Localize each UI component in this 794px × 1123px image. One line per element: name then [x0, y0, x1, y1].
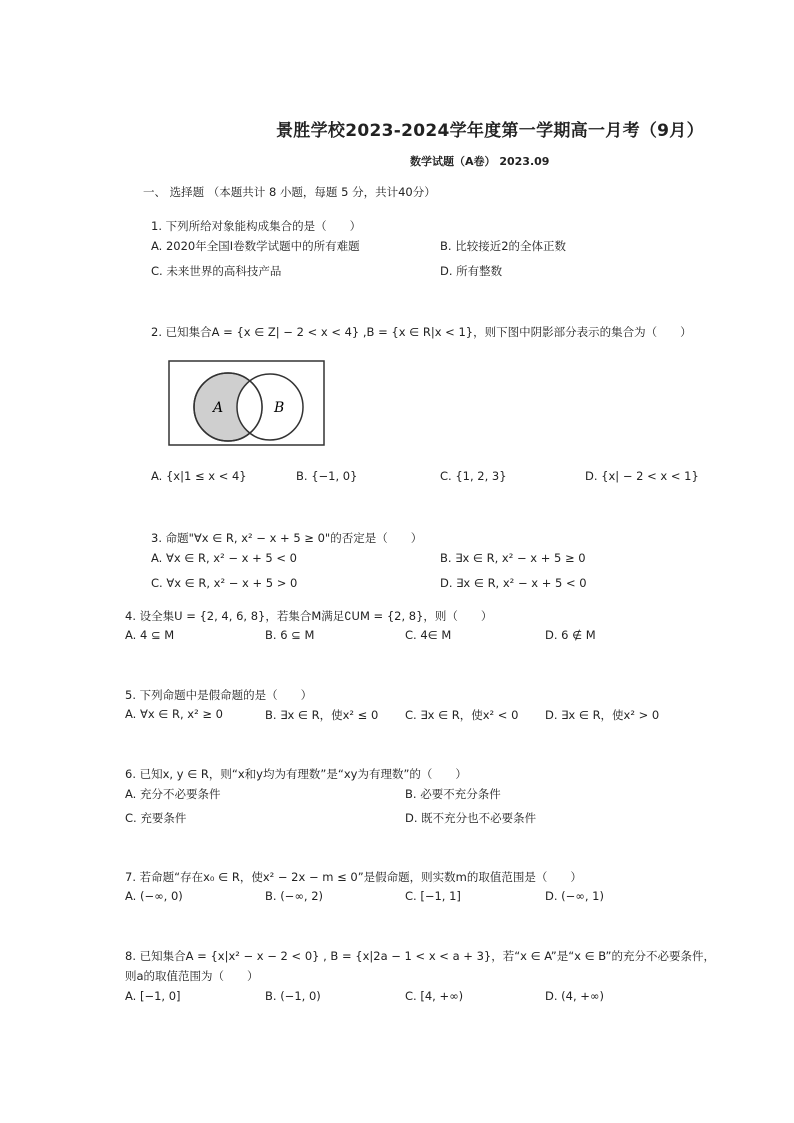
question-8-stem-line2: 则a的取值范围为（ ） — [125, 969, 259, 983]
question-8-option-b: B. (−1, 0) — [265, 989, 321, 1003]
question-4-option-c: C. 4∈ M — [405, 628, 452, 642]
question-1-option-d: D. 所有整数 — [440, 264, 503, 278]
section-heading: 一、 选择题 （本题共计 8 小题，每题 5 分，共计40分） — [143, 185, 436, 199]
question-7-option-a: A. (−∞, 0) — [125, 889, 183, 903]
question-7-option-c: C. [−1, 1] — [405, 889, 461, 903]
question-1-option-b: B. 比较接近2的全体正数 — [440, 239, 567, 253]
question-6-option-a: A. 充分不必要条件 — [125, 787, 221, 801]
question-3-option-a: A. ∀x ∈ R, x² − x + 5 < 0 — [151, 551, 297, 565]
question-8-option-a: A. [−1, 0] — [125, 989, 181, 1003]
question-4-option-d: D. 6 ∉ M — [545, 628, 596, 642]
question-5-option-b: B. ∃x ∈ R，使x² ≤ 0 — [265, 708, 379, 722]
question-8-option-d: D. (4, +∞) — [545, 989, 604, 1003]
page-title: 景胜学校2023-2024学年度第一学期高一月考（9月） — [276, 121, 704, 141]
question-2-stem: 2. 已知集合A = {x ∈ Z| − 2 < x < 4} ,B = {x ∈ R|x < 1}，则下图中阴影部分表示的集合为（ ） — [151, 325, 692, 339]
question-8-option-c: C. [4, +∞) — [405, 989, 464, 1003]
venn-label-a: A — [213, 400, 224, 416]
question-6-option-d: D. 既不充分也不必要条件 — [405, 811, 537, 825]
question-5-option-d: D. ∃x ∈ R，使x² > 0 — [545, 708, 660, 722]
question-6-stem: 6. 已知x, y ∈ R，则“x和y均为有理数”是“xy为有理数”的（ ） — [125, 767, 467, 781]
question-2-option-d: D. {x| − 2 < x < 1} — [585, 469, 699, 483]
venn-label-b: B — [274, 400, 285, 416]
venn-diagram — [166, 358, 328, 450]
question-3-stem: 3. 命题"∀x ∈ R, x² − x + 5 ≥ 0"的否定是（ ） — [151, 531, 423, 545]
question-1-option-c: C. 未来世界的高科技产品 — [151, 264, 282, 278]
question-1-stem: 1. 下列所给对象能构成集合的是（ ） — [151, 219, 362, 233]
question-3-option-d: D. ∃x ∈ R, x² − x + 5 < 0 — [440, 576, 587, 590]
question-6-option-c: C. 充要条件 — [125, 811, 187, 825]
question-2-option-b: B. {−1, 0} — [296, 469, 358, 483]
question-3-option-c: C. ∀x ∈ R, x² − x + 5 > 0 — [151, 576, 298, 590]
question-2-option-c: C. {1, 2, 3} — [440, 469, 507, 483]
question-1-option-a: A. 2020年全国Ⅰ卷数学试题中的所有难题 — [151, 239, 360, 253]
question-7-option-b: B. (−∞, 2) — [265, 889, 324, 903]
question-8-stem: 8. 已知集合A = {x|x² − x − 2 < 0} , B = {x|2a − 1 < x < a + 3}，若“x ∈ A”是“x ∈ B”的充分不必要条件， — [125, 949, 716, 963]
question-5-option-a: A. ∀x ∈ R, x² ≥ 0 — [125, 707, 223, 721]
page-subtitle: 数学试题（A卷） 2023.09 — [410, 155, 550, 168]
question-7-stem: 7. 若命题“存在x₀ ∈ R，使x² − 2x − m ≤ 0”是假命题，则实数m的取值范围是（ ） — [125, 870, 582, 884]
question-3-option-b: B. ∃x ∈ R, x² − x + 5 ≥ 0 — [440, 551, 586, 565]
question-7-option-d: D. (−∞, 1) — [545, 889, 604, 903]
question-2-option-a: A. {x|1 ≤ x < 4} — [151, 469, 247, 483]
question-6-option-b: B. 必要不充分条件 — [405, 787, 501, 801]
question-4-option-a: A. 4 ⊆ M — [125, 628, 175, 642]
question-5-option-c: C. ∃x ∈ R，使x² < 0 — [405, 708, 519, 722]
question-4-option-b: B. 6 ⊆ M — [265, 628, 315, 642]
question-4-stem: 4. 设全集U = {2, 4, 6, 8}，若集合M满足∁UM = {2, 8}，则（ ） — [125, 609, 493, 623]
question-5-stem: 5. 下列命题中是假命题的是（ ） — [125, 688, 313, 702]
